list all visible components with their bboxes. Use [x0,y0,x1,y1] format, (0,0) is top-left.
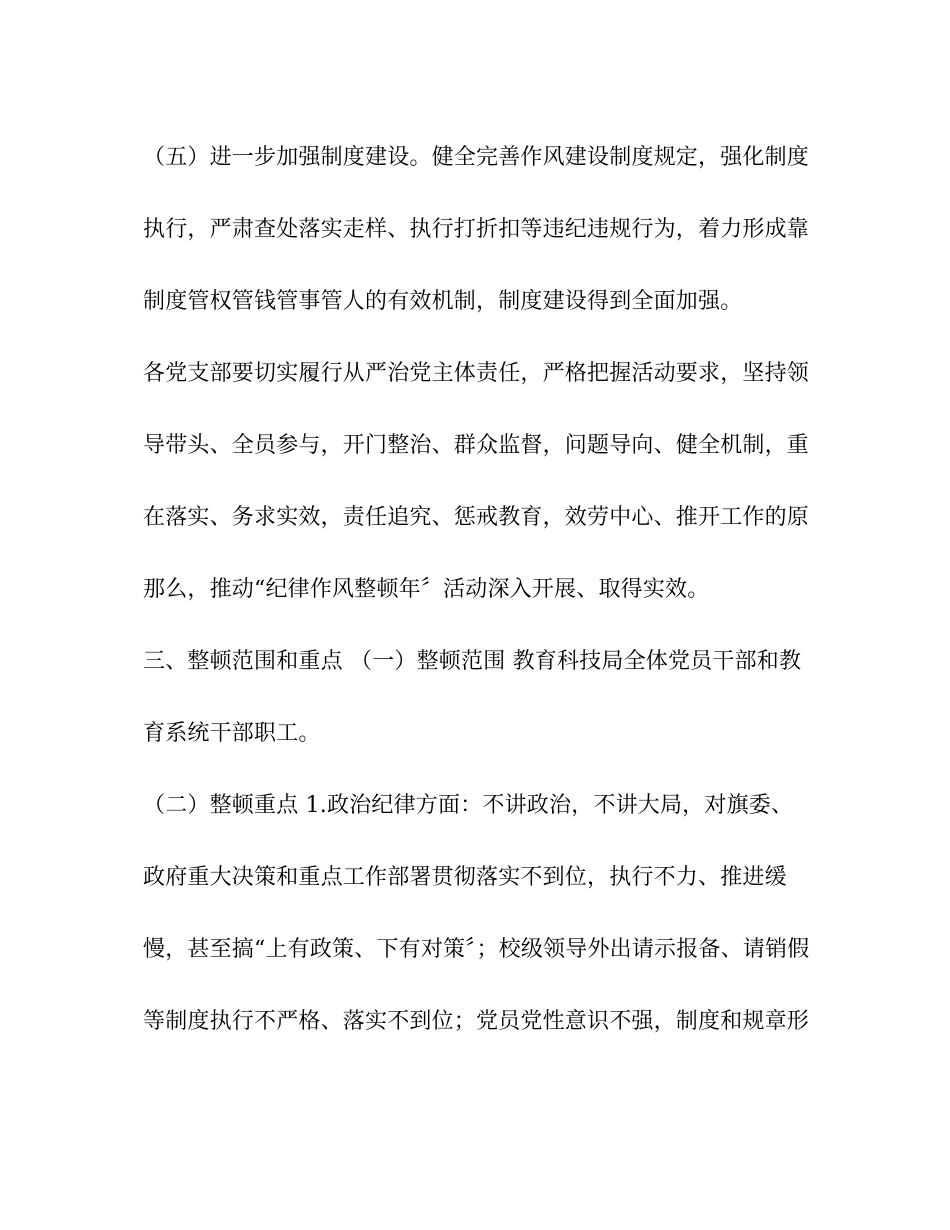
text-line: 三、整顿范围和重点 （一）整顿范围 教育科技局全体党员干部和教 [143,649,802,674]
text-line: 制度管权管钱管事管人的有效机制，制度建设得到全面加强。 [143,289,743,314]
text-line: 导带头、全员参与，开门整治、群众监督，问题导向、健全机制，重 [143,433,810,458]
text-line: 那么，推动“纪律作风整顿年〞活动深入开展、取得实效。 [143,577,710,602]
text-line: 育系统干部职工。 [143,721,321,746]
text-line: 在落实、务求实效，责任追究、惩戒教育，效劳中心、推开工作的原 [143,505,810,530]
text-line: 各党支部要切实履行从严治党主体责任，严格把握活动要求，坚持领 [143,361,810,386]
text-line: （二）整顿重点 1.政治纪律方面：不讲政治，不讲大局，对旗委、 [143,793,794,818]
text-line: 政府重大决策和重点工作部署贯彻落实不到位，执行不力、推进缓 [143,865,787,890]
text-line: 慢，甚至搞“上有政策、下有对策〞；校级领导外出请示报备、请销假 [143,937,810,962]
text-line: （五）进一步加强制度建设。健全完善作风建设制度规定，强化制度 [143,145,810,170]
text-line: 等制度执行不严格、落实不到位；党员党性意识不强，制度和规章形 [143,1009,810,1034]
text-line: 执行，严肃查处落实走样、执行打折扣等违纪违规行为，着力形成靠 [143,217,810,242]
